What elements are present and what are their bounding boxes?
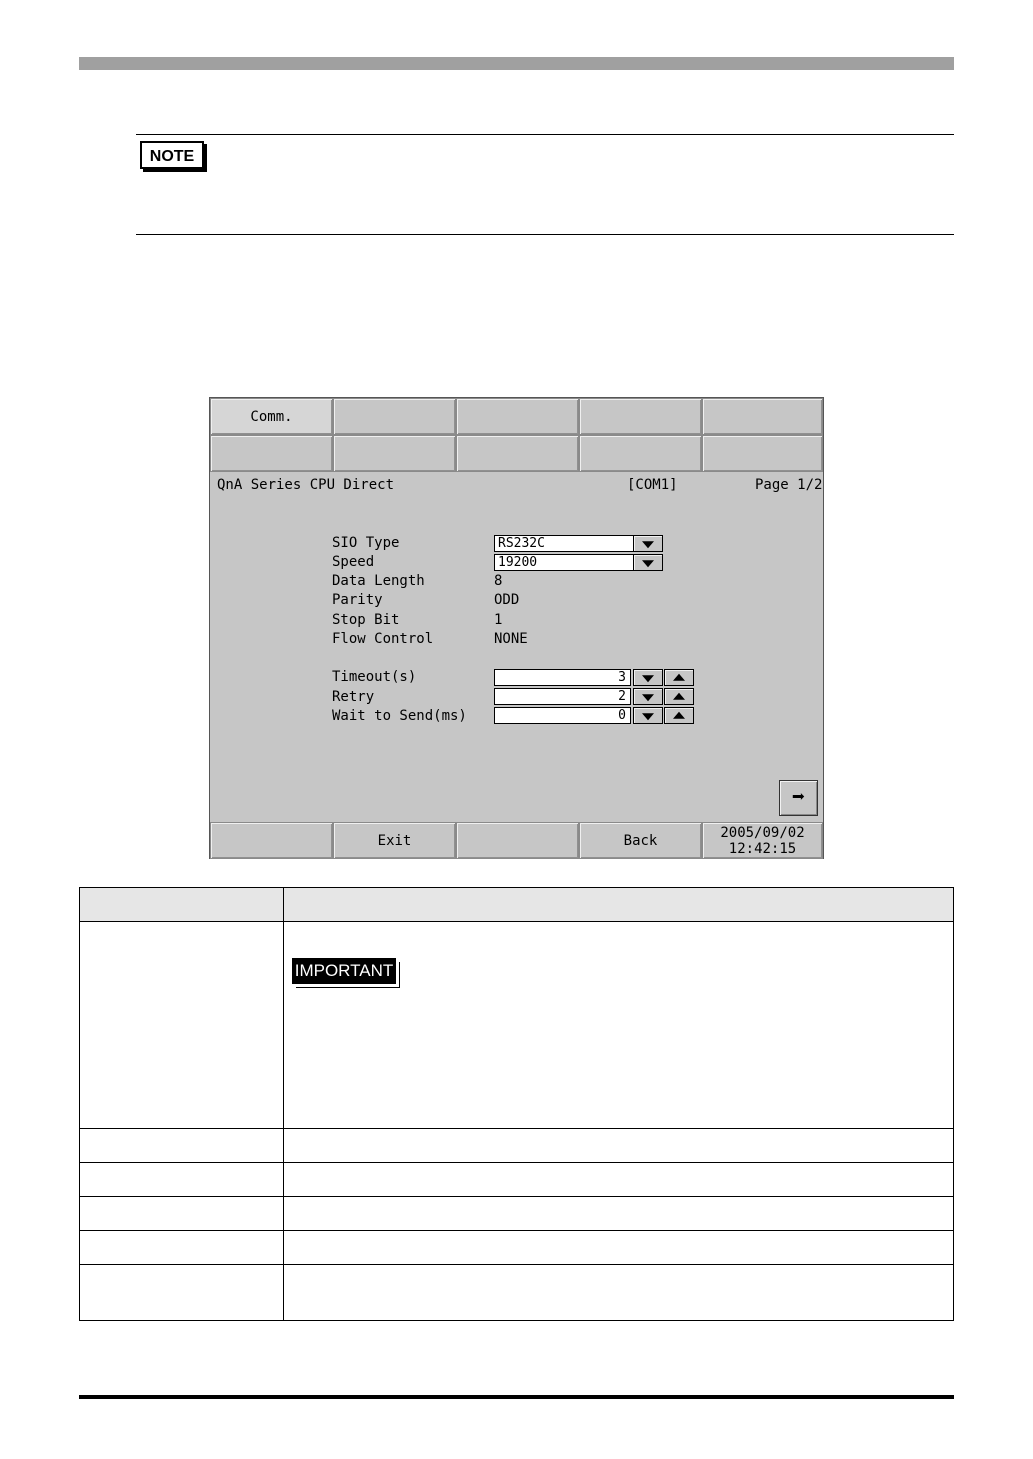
arrow-up-icon [673,673,685,680]
timeout-decrement-button[interactable] [633,669,663,686]
timeout-increment-button[interactable] [664,669,694,686]
speed-select[interactable] [494,554,663,571]
table-header-row [79,887,954,921]
bottom-tab-blank-1[interactable] [210,822,333,859]
sio-type-value: RS232C [498,536,545,551]
arrow-down-icon [642,694,654,701]
flow-control-value: NONE [494,631,528,647]
stop-bit-label: Stop Bit [332,612,400,628]
retry-increment-button[interactable] [664,688,694,705]
table-rule [79,1196,954,1197]
arrow-up-icon [673,692,685,699]
sio-type-label: SIO Type [332,535,400,551]
exit-button[interactable]: Exit [333,822,456,859]
chevron-down-icon[interactable] [633,536,662,551]
tab2-blank-2[interactable] [456,435,579,472]
port-label: [COM1] [627,477,678,493]
tab2-blank-0[interactable] [210,435,333,472]
table-rule [79,887,954,888]
note-top-rule [136,134,954,135]
wait-to-send-decrement-button[interactable] [633,707,663,724]
next-page-button[interactable] [779,780,818,816]
parity-label: Parity [332,592,383,608]
device-screen [209,397,824,859]
wait-to-send-input[interactable]: 0 [494,707,631,724]
retry-input[interactable]: 2 [494,688,631,705]
table-rule [79,1128,954,1129]
table-rule [79,1230,954,1231]
time-text: 12:42:15 [728,841,797,857]
back-button[interactable]: Back [579,822,702,859]
table-rule [79,1320,954,1321]
data-length-value: 8 [494,573,503,589]
chevron-down-icon[interactable] [633,555,662,570]
stop-bit-value: 1 [494,612,503,628]
tab-blank-4[interactable] [702,398,823,435]
tab2-blank-3[interactable] [579,435,702,472]
table-rule [953,887,954,1321]
arrow-up-icon [673,711,685,718]
tab2-blank-4[interactable] [702,435,823,472]
arrow-right-icon: ➡ [791,785,806,810]
wait-to-send-increment-button[interactable] [664,707,694,724]
table-rule [283,887,284,1321]
tab-blank-3[interactable] [579,398,702,435]
tab-comm[interactable]: Comm. [210,398,333,435]
important-badge: IMPORTANT [292,958,396,984]
note-badge: NOTE [140,141,204,169]
retry-decrement-button[interactable] [633,688,663,705]
table-rule [79,1264,954,1265]
timeout-input[interactable]: 3 [494,669,631,686]
tab-blank-1[interactable] [333,398,456,435]
parity-value: ODD [494,592,520,608]
wait-to-send-label: Wait to Send(ms) [332,708,467,724]
arrow-down-icon [642,713,654,720]
speed-label: Speed [332,554,375,570]
speed-value: 19200 [498,555,538,570]
date-text: 2005/09/02 [720,825,805,841]
arrow-down-icon [642,675,654,682]
table-rule [79,1162,954,1163]
retry-label: Retry [332,689,375,705]
header-bar [79,57,954,70]
footer-rule [79,1395,954,1399]
page-indicator: Page 1/2 [755,477,823,493]
sio-type-select[interactable] [494,535,663,552]
flow-control-label: Flow Control [332,631,434,647]
table-rule [79,921,954,922]
datetime-display [702,822,823,859]
tab-blank-2[interactable] [456,398,579,435]
screen-title: QnA Series CPU Direct [217,477,395,493]
timeout-label: Timeout(s) [332,669,417,685]
note-bottom-rule [136,234,954,235]
data-length-label: Data Length [332,573,425,589]
bottom-tab-blank-2[interactable] [456,822,579,859]
table-rule [79,887,80,1321]
tab2-blank-1[interactable] [333,435,456,472]
settings-table [79,887,954,1321]
